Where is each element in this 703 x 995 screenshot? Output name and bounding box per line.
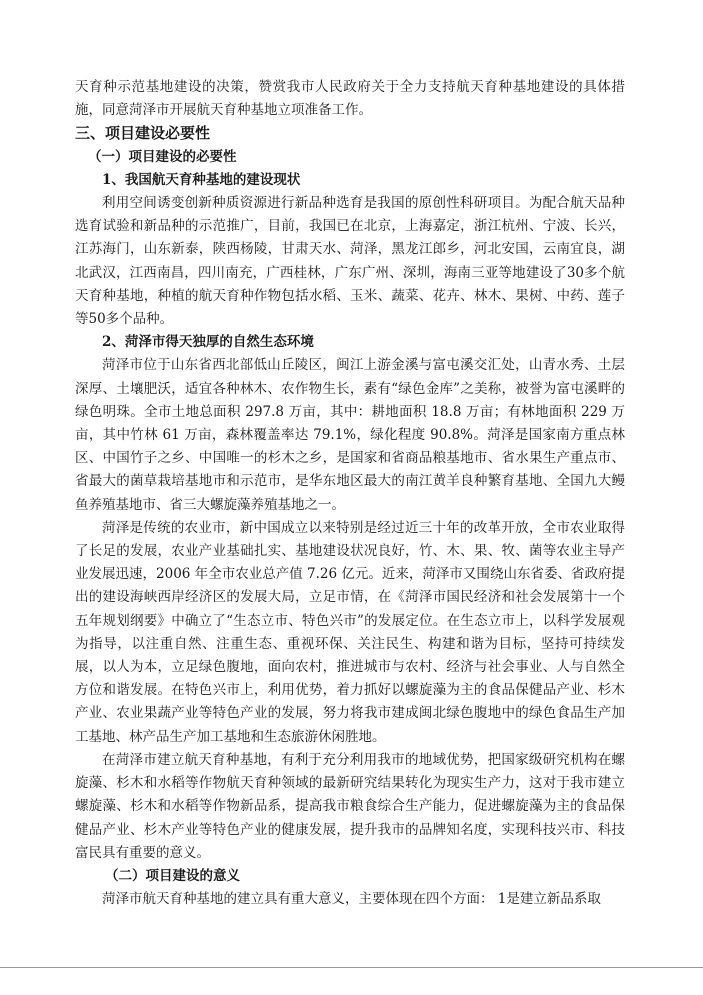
paragraph-significance: 菏泽市航天育种基地的建立具有重大意义，主要体现在四个方面： 1是建立新品系取 bbox=[102, 891, 601, 908]
paragraph-environment: 菏泽市位于山东省西北部低山丘陵区，闽江上游金溪与富屯溪交汇处，山青水秀、土层深厚、土壤肥沃，适宜各种林木、农作物生长，素有“绿色金库”之美称，被誉为富屯溪畔的绿色明珠。全市土地总面积 297.8 万亩，其中：耕地面积 18.8 万亩；有林地面积 229 万亩，其中竹林 61 万亩，森林覆盖率达 79.1%，绿化程度 90.8%。菏泽是国家南方重点林区、中国竹子之乡、中国唯一的杉木之乡，是国家和省商品粮基地市、省水果生产重点市、省最大的菌草栽培基地市和示范市，是华东地区最大的南江黄羊良种繁育基地、全国九大鳗鱼养殖基地市、省三大螺旋藻养殖基地之一。 bbox=[75, 357, 625, 513]
item-heading-status: 1、我国航天育种基地的建设现状 bbox=[102, 171, 301, 188]
paragraph-continuation: 天育种示范基地建设的决策，赞赏我市人民政府关于全力支持航天育种基地建设的具体措施，同意菏泽市开展航天育种基地立项准备工作。 bbox=[75, 79, 625, 119]
subsection-heading-necessity: （一）项目建设的必要性 bbox=[88, 148, 237, 165]
paragraph-status: 利用空间诱变创新种质资源进行新品种选育是我国的原创性科研项目。为配合航天品种选育试验和新品种的示范推广，目前，我国已在北京，上海嘉定，浙江杭州、宁波、长兴，江苏海门，山东新泰，陕西杨陵，甘肃天水、菏泽，黑龙江郎乡，河北安国，云南宜良，湖北武汉，江西南昌，四川南充，广西桂林，广东广州、深圳，海南三亚等地建设了30多个航天育种基地，种植的航天育种作物包括水稻、玉米、蔬菜、花卉、林木、果树、中药、莲子等50多个品种。 bbox=[75, 195, 625, 328]
footer-divider bbox=[0, 967, 703, 968]
paragraph-agriculture: 菏泽是传统的农业市，新中国成立以来特别是经过近三十年的改革开放，全市农业取得了长足的发展，农业产业基础扎实、基地建设状况良好，竹、木、果、牧、菌等农业主导产业发展迅速，2006 年全市农业总产值 7.26 亿元。近来，菏泽市又围绕山东省委、省政府提出的建设海峡西岸经济区的发展大局，立足市情，在《菏泽市国民经济和社会发展第十一个五年规划纲要》中确立了“生态立市、特色兴市”的发展定位。在生态立市上，以科学发展观为指导，以注重自然、注重生态、重视环保、关注民生、构建和谐为目标，坚持可持续发展，以人为本，立足绿色腹地，面向农村，推进城市与农村、经济与社会事业、人与自然全方位和谐发展。在特色兴市上，利用优势，着力抓好以螺旋藻为主的食品保健品产业、杉木产业、农业果蔬产业等特色产业的发展，努力将我市建成闽北绿色腹地中的绿色食品生产加工基地、林产品生产加工基地和生态旅游休闲胜地。 bbox=[75, 519, 625, 745]
paragraph-base-benefit: 在菏泽市建立航天育种基地，有利于充分利用我市的地域优势，把国家级研究机构在螺旋藻、杉木和水稻等作物航天育种领域的最新研究结果转化为现实生产力，这对于我市建立螺旋藻、杉木和水稻等作物新品系，提高我市粮食综合生产能力，促进螺旋藻为主的食品保健品产业、杉木产业等特色产业的健康发展，提升我市的品牌知名度，实现科技兴市、科技富民具有重要的意义。 bbox=[75, 751, 625, 861]
item-heading-environment: 2、菏泽市得天独厚的自然生态环境 bbox=[102, 334, 314, 351]
section-heading-necessity: 三、项目建设必要性 bbox=[75, 124, 211, 143]
document-body bbox=[75, 76, 625, 911]
subsection-heading-significance: （二）项目建设的意义 bbox=[105, 867, 240, 884]
